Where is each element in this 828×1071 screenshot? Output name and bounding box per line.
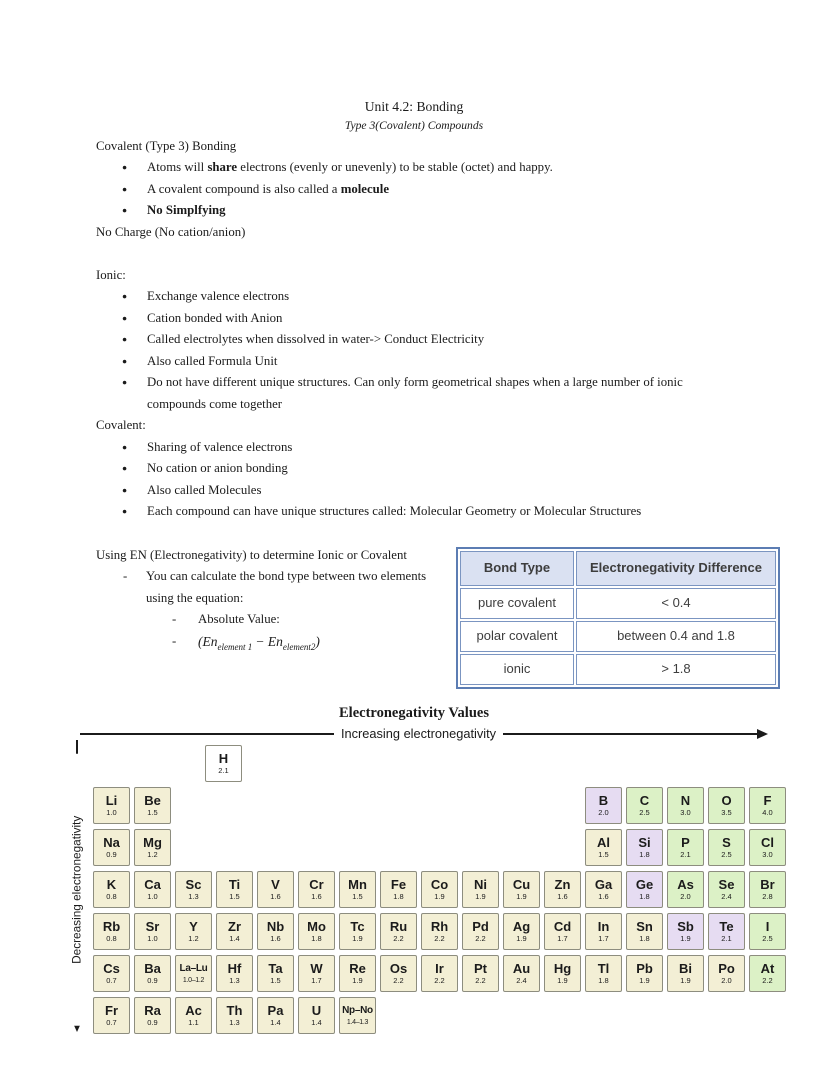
bond-type-cell: ionic <box>460 654 574 685</box>
element-symbol: Au <box>512 961 531 976</box>
element-symbol: Zn <box>554 877 571 892</box>
bond-table-container <box>456 545 780 689</box>
bond-type-header: Bond Type <box>460 551 574 586</box>
element-value: 1.6 <box>598 892 609 901</box>
element-symbol: Tc <box>350 919 365 934</box>
element-value: 0.7 <box>106 1018 117 1027</box>
element-symbol: Co <box>430 877 449 892</box>
element-symbol: H <box>218 751 229 766</box>
element-value: 1.9 <box>516 934 527 943</box>
element-cell-co <box>421 871 458 908</box>
bullet-item: ● Each compound can have unique structures called: Molecular Geometry or Molecular Structures <box>96 501 732 523</box>
bond-table-body <box>460 588 776 685</box>
element-value: 1.5 <box>270 976 281 985</box>
element-symbol: Np–No <box>342 1005 373 1016</box>
element-cell-hg <box>544 955 581 992</box>
element-symbol: As <box>677 877 694 892</box>
ionic-bullet-list <box>96 286 732 415</box>
element-symbol: Bi <box>679 961 692 976</box>
element-symbol: Ni <box>474 877 487 892</box>
element-value: 1.1 <box>188 1018 199 1027</box>
element-cell-ni <box>462 871 499 908</box>
element-cell-bi <box>667 955 704 992</box>
element-symbol: I <box>765 919 770 934</box>
element-symbol: Ta <box>268 961 283 976</box>
element-cell-sc <box>175 871 212 908</box>
element-symbol: Sr <box>145 919 160 934</box>
element-cell-at <box>749 955 786 992</box>
element-value: 0.9 <box>106 850 117 859</box>
element-value: 2.5 <box>639 808 650 817</box>
element-cell-mo <box>298 913 335 950</box>
element-cell-ta <box>257 955 294 992</box>
element-value: 1.5 <box>598 850 609 859</box>
element-symbol: Sc <box>185 877 202 892</box>
element-value: 1.8 <box>639 892 650 901</box>
element-value: 1.5 <box>147 808 158 817</box>
periodic-grid <box>93 787 786 1034</box>
element-symbol: Ra <box>144 1003 161 1018</box>
element-cell-c <box>626 787 663 824</box>
right-arrowhead-icon <box>757 729 768 739</box>
element-cell-cl <box>749 829 786 866</box>
covalent-heading: Covalent: <box>96 418 146 432</box>
element-value: 1.4 <box>270 1018 281 1027</box>
element-value: 2.1 <box>218 766 229 775</box>
en-section <box>96 545 762 689</box>
spacer <box>96 243 732 265</box>
element-symbol: Y <box>189 919 198 934</box>
element-symbol: Os <box>389 961 408 976</box>
y-axis-label: Decreasing electronegativity <box>63 754 91 1026</box>
element-cell-pt <box>462 955 499 992</box>
element-cell-cu <box>503 871 540 908</box>
element-value: 2.8 <box>762 892 773 901</box>
element-value: 2.5 <box>721 850 732 859</box>
element-symbol: W <box>310 961 323 976</box>
element-cell-au <box>503 955 540 992</box>
element-value: 4.0 <box>762 808 773 817</box>
bullet-item: ● Atoms will share electrons (evenly or unevenly) to be stable (octet) and happy. <box>96 157 732 179</box>
element-value: 1.4 <box>229 934 240 943</box>
element-value: 2.1 <box>721 934 732 943</box>
x-axis-label: Increasing electronegativity <box>340 726 497 742</box>
element-cell-ir <box>421 955 458 992</box>
element-value: 1.2 <box>147 850 158 859</box>
element-symbol: Th <box>226 1003 243 1018</box>
en-text-block <box>96 545 456 689</box>
element-value: 1.7 <box>311 976 322 985</box>
element-cell-ca <box>134 871 171 908</box>
element-value: 1.3 <box>229 976 240 985</box>
element-cell-cs <box>93 955 130 992</box>
element-value: 2.4 <box>721 892 732 901</box>
element-value: 2.0 <box>598 808 609 817</box>
element-symbol: Sn <box>636 919 653 934</box>
bond-type-cell: polar covalent <box>460 621 574 652</box>
element-symbol: At <box>760 961 775 976</box>
element-value: 0.9 <box>147 976 158 985</box>
element-cell-mg <box>134 829 171 866</box>
element-cell-as <box>667 871 704 908</box>
element-symbol: Li <box>105 793 118 808</box>
element-cell-ra <box>134 997 171 1034</box>
element-symbol: U <box>311 1003 322 1018</box>
element-symbol: C <box>639 793 650 808</box>
element-symbol: Br <box>760 877 775 892</box>
element-value: 1.9 <box>434 892 445 901</box>
element-symbol: Cu <box>512 877 531 892</box>
element-cell-ac <box>175 997 212 1034</box>
element-cell-zn <box>544 871 581 908</box>
element-value: 1.0 <box>147 892 158 901</box>
element-cell-ba <box>134 955 171 992</box>
element-value: 2.5 <box>762 934 773 943</box>
element-cell-s <box>708 829 745 866</box>
element-value: 1.6 <box>270 934 281 943</box>
element-cell-cd <box>544 913 581 950</box>
element-cell-tl <box>585 955 622 992</box>
element-value: 1.0 <box>147 934 158 943</box>
bullet-item: ● No Simplfying <box>96 200 732 222</box>
element-symbol: B <box>598 793 609 808</box>
covalent-bullet-list <box>96 157 732 222</box>
bullet-item: ● A covalent compound is also called a molecule <box>96 179 732 201</box>
en-equation: $(En_{element 1} - En_{element2})$ <box>198 633 320 652</box>
element-symbol: Na <box>103 835 120 850</box>
element-cell-ti <box>216 871 253 908</box>
element-value: 2.2 <box>393 976 404 985</box>
element-value: 2.4 <box>516 976 527 985</box>
bullet-item: ● Sharing of valence electrons <box>96 437 732 459</box>
bullet-item: ● Also called Molecules <box>96 480 732 502</box>
element-cell-i <box>749 913 786 950</box>
element-cell-se <box>708 871 745 908</box>
element-symbol: Ti <box>228 877 241 892</box>
element-symbol: V <box>271 877 280 892</box>
element-cell-na <box>93 829 130 866</box>
element-symbol: Fr <box>105 1003 118 1018</box>
element-value: 1.8 <box>639 850 650 859</box>
decreasing-electronegativity-axis <box>66 740 88 1035</box>
element-cell-ga <box>585 871 622 908</box>
element-cell-be <box>134 787 171 824</box>
element-symbol: Ba <box>144 961 161 976</box>
element-symbol: Ru <box>389 919 408 934</box>
element-cell-k <box>93 871 130 908</box>
no-charge-line: No Charge (No cation/anion) <box>96 224 246 239</box>
en-difference-cell: > 1.8 <box>576 654 776 685</box>
axis-line <box>80 733 334 735</box>
element-value: 1.9 <box>475 892 486 901</box>
element-symbol: Pt <box>474 961 487 976</box>
element-value: 3.0 <box>762 850 773 859</box>
element-symbol: Fe <box>390 877 407 892</box>
element-symbol: Pb <box>636 961 653 976</box>
element-value: 1.0–1.2 <box>182 977 205 984</box>
element-cell-po <box>708 955 745 992</box>
bullet-item: ● No cation or anion bonding <box>96 458 732 480</box>
en-difference-header: Electronegativity Difference <box>576 551 776 586</box>
element-symbol: O <box>721 793 732 808</box>
element-value: 2.2 <box>762 976 773 985</box>
element-value: 1.9 <box>557 976 568 985</box>
periodic-table <box>93 745 786 1034</box>
element-symbol: Hf <box>227 961 242 976</box>
element-symbol: Mo <box>307 919 326 934</box>
element-value: 1.6 <box>557 892 568 901</box>
element-value: 2.2 <box>434 976 445 985</box>
element-cell-pd <box>462 913 499 950</box>
element-cell-in <box>585 913 622 950</box>
element-value: 1.5 <box>229 892 240 901</box>
bullet-item: ● Cation bonded with Anion <box>96 308 732 330</box>
element-symbol: Rb <box>102 919 121 934</box>
element-symbol: Be <box>144 793 161 808</box>
element-symbol: Rh <box>430 919 449 934</box>
table-row <box>460 621 776 652</box>
element-value: 1.6 <box>270 892 281 901</box>
en-sub-item: - You can calculate the bond type between two elements using the equation: <box>96 566 456 609</box>
element-value: 1.9 <box>352 934 363 943</box>
element-cell-si <box>626 829 663 866</box>
element-symbol: Si <box>638 835 651 850</box>
element-symbol: Te <box>719 919 734 934</box>
en-sub-item-absolute-value: - Absolute Value: <box>96 609 456 631</box>
element-cell-tc <box>339 913 376 950</box>
element-value: 1.5 <box>352 892 363 901</box>
element-symbol: N <box>680 793 691 808</box>
element-symbol: F <box>763 793 772 808</box>
bond-type-cell: pure covalent <box>460 588 574 619</box>
en-difference-cell: < 0.4 <box>576 588 776 619</box>
element-cell-h <box>205 745 242 782</box>
axis-line <box>503 733 757 735</box>
element-cell-u <box>298 997 335 1034</box>
element-cell-sb <box>667 913 704 950</box>
element-value: 1.8 <box>311 934 322 943</box>
element-symbol: Ac <box>185 1003 202 1018</box>
element-value: 1.9 <box>639 976 650 985</box>
element-value: 1.0 <box>106 808 117 817</box>
element-value: 0.8 <box>106 934 117 943</box>
element-value: 1.9 <box>516 892 527 901</box>
page-subtitle: Type 3(Covalent) Compounds <box>344 118 484 132</box>
table-row <box>460 588 776 619</box>
element-symbol: Pd <box>472 919 489 934</box>
element-symbol: In <box>597 919 610 934</box>
element-cell-o <box>708 787 745 824</box>
element-cell-cr <box>298 871 335 908</box>
element-symbol: Sb <box>677 919 694 934</box>
element-cell-sr <box>134 913 171 950</box>
element-symbol: Po <box>718 961 735 976</box>
element-symbol: P <box>681 835 690 850</box>
element-cell-n <box>667 787 704 824</box>
element-cell-os <box>380 955 417 992</box>
table-row <box>460 654 776 685</box>
element-cell-ru <box>380 913 417 950</box>
covalent-type3-heading: Covalent (Type 3) Bonding <box>96 138 237 153</box>
element-cell-br <box>749 871 786 908</box>
element-cell-ge <box>626 871 663 908</box>
table-header-row <box>460 551 776 586</box>
element-value: 1.6 <box>311 892 322 901</box>
element-cell-te <box>708 913 745 950</box>
covalent-bullet-list-2 <box>96 437 732 523</box>
element-value: 0.8 <box>106 892 117 901</box>
element-symbol: Se <box>718 877 735 892</box>
element-value: 3.0 <box>680 808 691 817</box>
element-cell-al <box>585 829 622 866</box>
element-value: 2.2 <box>393 934 404 943</box>
element-symbol: Ir <box>435 961 444 976</box>
element-cell-li <box>93 787 130 824</box>
element-cell-mn <box>339 871 376 908</box>
element-symbol: Cr <box>309 877 324 892</box>
element-value: 1.8 <box>393 892 404 901</box>
element-symbol: Ca <box>144 877 161 892</box>
element-symbol: Al <box>597 835 610 850</box>
bullet-item: ● Do not have different unique structures. Can only form geometrical shapes when a large number of ionic compounds come together <box>96 372 732 415</box>
element-cell-b <box>585 787 622 824</box>
element-cell-pa <box>257 997 294 1034</box>
element-value: 0.9 <box>147 1018 158 1027</box>
element-cell-y <box>175 913 212 950</box>
element-cell-nb <box>257 913 294 950</box>
element-cell-v <box>257 871 294 908</box>
en-heading: Using EN (Electronegativity) to determine Ionic or Covalent <box>96 547 407 562</box>
element-value: 2.2 <box>434 934 445 943</box>
bullet-item: ● Exchange valence electrons <box>96 286 732 308</box>
element-symbol: Tl <box>597 961 610 976</box>
increasing-electronegativity-axis <box>80 725 768 743</box>
element-value: 3.5 <box>721 808 732 817</box>
element-cell-th <box>216 997 253 1034</box>
element-value: 1.3 <box>229 1018 240 1027</box>
element-symbol: Cs <box>103 961 120 976</box>
element-value: 1.3 <box>188 892 199 901</box>
element-symbol: Mg <box>143 835 162 850</box>
element-symbol: K <box>106 877 117 892</box>
element-symbol: S <box>722 835 731 850</box>
bullet-item: ● Called electrolytes when dissolved in water-> Conduct Electricity <box>96 329 732 351</box>
bullet-item: ● Also called Formula Unit <box>96 351 732 373</box>
en-difference-cell: between 0.4 and 1.8 <box>576 621 776 652</box>
element-symbol: Mn <box>348 877 367 892</box>
element-value: 1.8 <box>598 976 609 985</box>
element-cell-la-lu <box>175 955 212 992</box>
element-value: 1.8 <box>639 934 650 943</box>
element-cell-zr <box>216 913 253 950</box>
element-cell-re <box>339 955 376 992</box>
element-cell-p <box>667 829 704 866</box>
element-symbol: Hg <box>553 961 572 976</box>
element-symbol: Ag <box>512 919 531 934</box>
element-symbol: La–Lu <box>179 963 208 974</box>
element-value: 1.9 <box>680 976 691 985</box>
element-symbol: Cl <box>761 835 774 850</box>
element-cell-ag <box>503 913 540 950</box>
element-value: 1.4–1.3 <box>346 1019 369 1026</box>
element-cell-f <box>749 787 786 824</box>
element-value: 2.2 <box>475 934 486 943</box>
figure-title: Electronegativity Values <box>339 705 489 721</box>
element-value: 2.0 <box>721 976 732 985</box>
element-cell-rh <box>421 913 458 950</box>
element-cell-np-no <box>339 997 376 1034</box>
element-value: 2.1 <box>680 850 691 859</box>
element-value: 2.2 <box>475 976 486 985</box>
element-value: 1.4 <box>311 1018 322 1027</box>
element-symbol: Ge <box>635 877 654 892</box>
element-cell-w <box>298 955 335 992</box>
element-value: 1.9 <box>352 976 363 985</box>
element-value: 1.7 <box>557 934 568 943</box>
element-symbol: Re <box>349 961 366 976</box>
page-title: Unit 4.2: Bonding <box>364 99 464 114</box>
element-value: 0.7 <box>106 976 117 985</box>
element-value: 1.9 <box>680 934 691 943</box>
ionic-heading: Ionic: <box>96 267 126 282</box>
element-value: 1.7 <box>598 934 609 943</box>
element-symbol: Pa <box>267 1003 284 1018</box>
element-symbol: Ga <box>594 877 613 892</box>
element-symbol: Cd <box>553 919 572 934</box>
element-symbol: Nb <box>266 919 285 934</box>
element-cell-pb <box>626 955 663 992</box>
element-cell-fr <box>93 997 130 1034</box>
element-cell-sn <box>626 913 663 950</box>
element-symbol: Zr <box>228 919 241 934</box>
en-equation-line <box>96 631 456 659</box>
electronegativity-figure <box>0 700 828 1071</box>
element-value: 1.2 <box>188 934 199 943</box>
element-cell-hf <box>216 955 253 992</box>
element-cell-fe <box>380 871 417 908</box>
bond-type-table <box>456 547 780 689</box>
element-cell-rb <box>93 913 130 950</box>
element-value: 2.0 <box>680 892 691 901</box>
